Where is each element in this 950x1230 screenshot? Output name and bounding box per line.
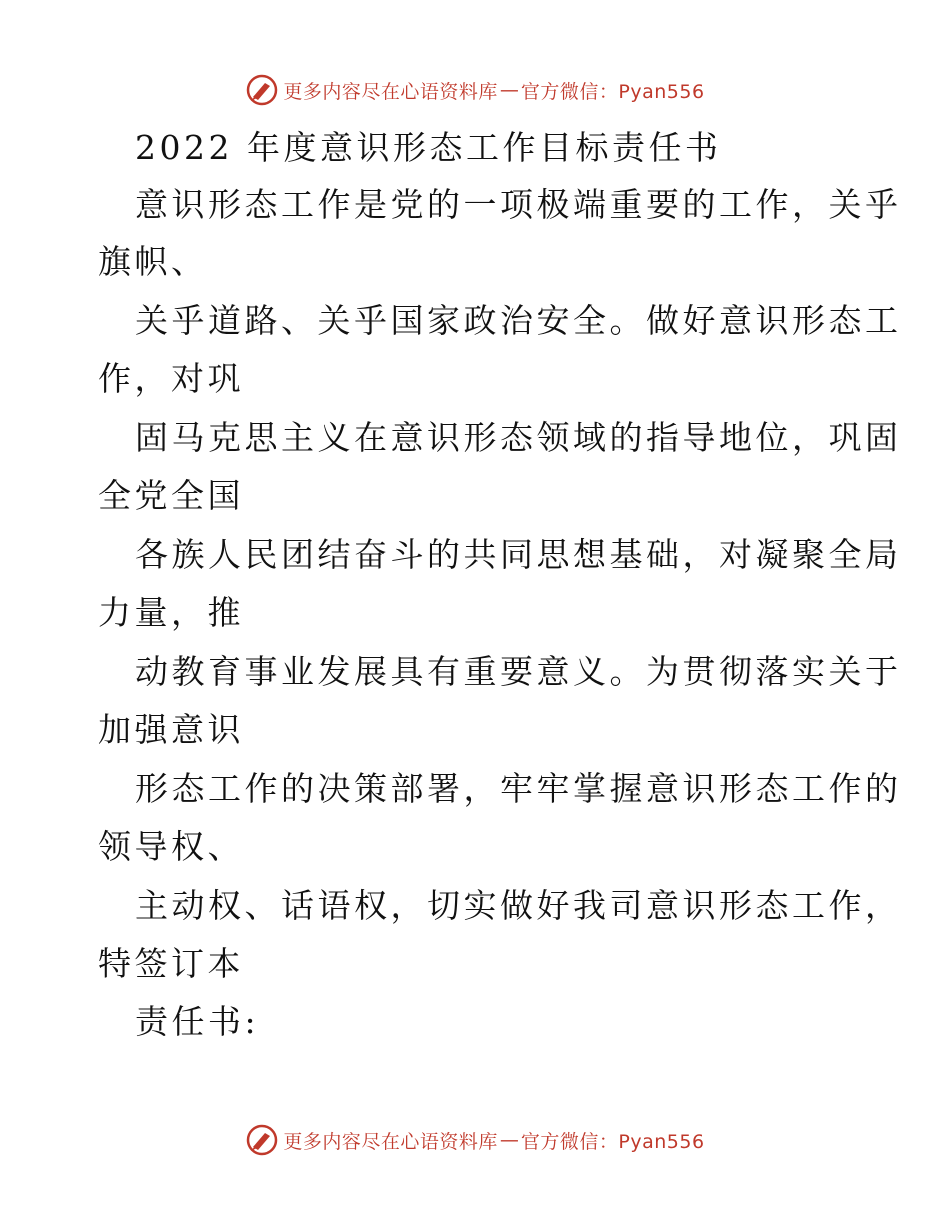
watermark-text: 更多内容尽在心语资料库 (283, 1130, 498, 1153)
paragraph-line: 动教育事业发展具有重要意义。为贯彻落实关于 (135, 652, 902, 691)
header-watermark (0, 70, 950, 110)
paragraph-line: 旗帜、 (98, 242, 208, 281)
watermark-text: 更多内容尽在心语资料库 (283, 80, 498, 103)
footer-watermark (0, 1120, 950, 1160)
paragraph-line: 形态工作的决策部署，牢牢掌握意识形态工作的 (135, 769, 902, 808)
paragraph-line: 全党全国 (98, 476, 244, 515)
paragraph-line: 加强意识 (98, 710, 244, 749)
watermark-separator: — (499, 1129, 519, 1151)
watermark-separator: — (499, 79, 519, 101)
paragraph-line: 作，对巩 (98, 359, 244, 398)
paragraph-line: 主动权、话语权，切实做好我司意识形态工作， (135, 886, 902, 925)
paragraph-line: 领导权、 (98, 827, 244, 866)
pen-nib-logo-icon (245, 73, 279, 107)
paragraph-line: 各族人民团结奋斗的共同思想基础，对凝聚全局 (135, 535, 902, 574)
paragraph-line: 力量，推 (98, 593, 244, 632)
paragraph-line: 意识形态工作是党的一项极端重要的工作，关乎 (135, 185, 902, 224)
pen-nib-logo-icon (245, 1123, 279, 1157)
paragraph-line: 责任书: (135, 1002, 260, 1041)
paragraph-line: 关乎道路、关乎国家政治安全。做好意识形态工 (135, 301, 902, 340)
watermark-contact: 官方微信：Pyan556 (520, 1130, 705, 1153)
document-title: 2022 年度意识形态工作目标责任书 (135, 128, 722, 167)
paragraph-line: 固马克思主义在意识形态领域的指导地位，巩固 (135, 418, 902, 457)
paragraph-line: 特签订本 (98, 944, 244, 983)
watermark-contact: 官方微信：Pyan556 (520, 80, 705, 103)
